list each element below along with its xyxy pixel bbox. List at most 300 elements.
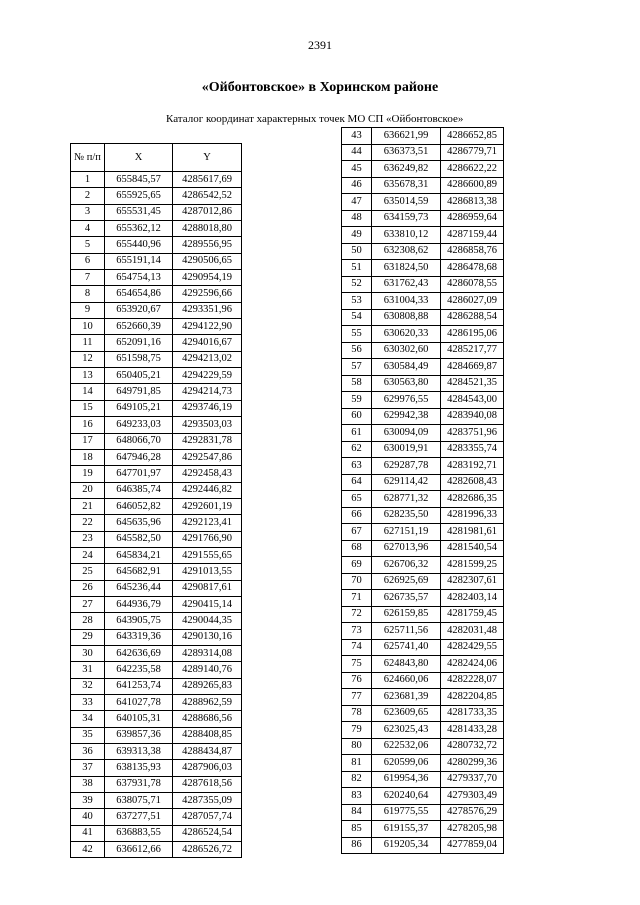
- table-row: [71, 564, 242, 580]
- table-row: [342, 342, 504, 359]
- x-coordinate-cell: 639313,38: [105, 744, 173, 760]
- y-coordinate-cell: 4287618,56: [173, 776, 242, 792]
- table-row: [71, 547, 242, 563]
- y-coordinate-cell: 4284669,87: [441, 359, 504, 376]
- x-coordinate-cell: 655362,12: [105, 221, 173, 237]
- x-coordinate-cell: 654754,13: [105, 270, 173, 286]
- y-coordinate-cell: 4282307,61: [441, 573, 504, 590]
- x-coordinate-cell: 637277,51: [105, 809, 173, 825]
- x-coordinate-cell: 625741,40: [372, 639, 441, 656]
- y-coordinate-cell: 4290044,35: [173, 613, 242, 629]
- y-coordinate-cell: 4286959,64: [441, 210, 504, 227]
- y-coordinate-cell: 4287906,03: [173, 760, 242, 776]
- table-row: [342, 161, 504, 178]
- table-row: [342, 309, 504, 326]
- point-number-cell: 69: [342, 557, 372, 574]
- table-row: [342, 243, 504, 260]
- x-coordinate-cell: 654654,86: [105, 286, 173, 302]
- table-row: [342, 507, 504, 524]
- point-number-cell: 41: [71, 825, 105, 841]
- y-coordinate-cell: 4289556,95: [173, 237, 242, 253]
- table-row: [342, 755, 504, 772]
- point-number-cell: 9: [71, 302, 105, 318]
- x-coordinate-cell: 636373,51: [372, 144, 441, 161]
- x-coordinate-cell: 630808,88: [372, 309, 441, 326]
- y-coordinate-cell: 4290817,61: [173, 580, 242, 596]
- point-number-cell: 63: [342, 458, 372, 475]
- y-coordinate-cell: 4286288,54: [441, 309, 504, 326]
- x-coordinate-cell: 633810,12: [372, 227, 441, 244]
- point-number-cell: 18: [71, 449, 105, 465]
- point-number-cell: 23: [71, 531, 105, 547]
- table-row: [342, 540, 504, 557]
- point-number-cell: 3: [71, 204, 105, 220]
- table-row: [342, 276, 504, 293]
- point-number-cell: 60: [342, 408, 372, 425]
- y-coordinate-cell: 4294229,59: [173, 368, 242, 384]
- x-coordinate-cell: 636612,66: [105, 842, 173, 858]
- point-number-cell: 67: [342, 524, 372, 541]
- y-coordinate-cell: 4282403,14: [441, 590, 504, 607]
- x-coordinate-cell: 626735,57: [372, 590, 441, 607]
- table-row: [71, 449, 242, 465]
- table-row: [342, 441, 504, 458]
- x-coordinate-cell: 636883,55: [105, 825, 173, 841]
- y-coordinate-cell: 4286542,52: [173, 188, 242, 204]
- y-coordinate-cell: 4292601,19: [173, 498, 242, 514]
- header-number: № п/п: [71, 144, 105, 172]
- x-coordinate-cell: 645682,91: [105, 564, 173, 580]
- table-row: [71, 417, 242, 433]
- point-number-cell: 79: [342, 722, 372, 739]
- x-coordinate-cell: 624660,06: [372, 672, 441, 689]
- x-coordinate-cell: 655531,45: [105, 204, 173, 220]
- y-coordinate-cell: 4289140,76: [173, 662, 242, 678]
- x-coordinate-cell: 630094,09: [372, 425, 441, 442]
- point-number-cell: 12: [71, 351, 105, 367]
- y-coordinate-cell: 4294016,67: [173, 335, 242, 351]
- x-coordinate-cell: 655845,57: [105, 172, 173, 188]
- table-row: [71, 629, 242, 645]
- x-coordinate-cell: 655191,14: [105, 253, 173, 269]
- x-coordinate-cell: 636249,82: [372, 161, 441, 178]
- y-coordinate-cell: 4278205,98: [441, 821, 504, 838]
- y-coordinate-cell: 4286858,76: [441, 243, 504, 260]
- y-coordinate-cell: 4286779,71: [441, 144, 504, 161]
- point-number-cell: 44: [342, 144, 372, 161]
- table-row: [342, 689, 504, 706]
- point-number-cell: 71: [342, 590, 372, 607]
- table-row: [342, 788, 504, 805]
- x-coordinate-cell: 649791,85: [105, 384, 173, 400]
- table-row: [342, 392, 504, 409]
- x-coordinate-cell: 619155,37: [372, 821, 441, 838]
- y-coordinate-cell: 4286524,54: [173, 825, 242, 841]
- point-number-cell: 6: [71, 253, 105, 269]
- table-row: [71, 270, 242, 286]
- point-number-cell: 47: [342, 194, 372, 211]
- y-coordinate-cell: 4285217,77: [441, 342, 504, 359]
- table-row: [71, 645, 242, 661]
- point-number-cell: 15: [71, 400, 105, 416]
- x-coordinate-cell: 651598,75: [105, 351, 173, 367]
- y-coordinate-cell: 4288018,80: [173, 221, 242, 237]
- point-number-cell: 42: [71, 842, 105, 858]
- table-row: [71, 204, 242, 220]
- point-number-cell: 32: [71, 678, 105, 694]
- table-row: [342, 194, 504, 211]
- point-number-cell: 70: [342, 573, 372, 590]
- x-coordinate-cell: 649105,21: [105, 400, 173, 416]
- point-number-cell: 21: [71, 498, 105, 514]
- x-coordinate-cell: 623681,39: [372, 689, 441, 706]
- point-number-cell: 80: [342, 738, 372, 755]
- point-number-cell: 30: [71, 645, 105, 661]
- x-coordinate-cell: 622532,06: [372, 738, 441, 755]
- header-x: X: [105, 144, 173, 172]
- x-coordinate-cell: 653920,67: [105, 302, 173, 318]
- y-coordinate-cell: 4281433,28: [441, 722, 504, 739]
- x-coordinate-cell: 620599,06: [372, 755, 441, 772]
- table-row: [342, 210, 504, 227]
- y-coordinate-cell: 4293503,03: [173, 417, 242, 433]
- table-row: [71, 335, 242, 351]
- x-coordinate-cell: 647946,28: [105, 449, 173, 465]
- point-number-cell: 55: [342, 326, 372, 343]
- y-coordinate-cell: 4279303,49: [441, 788, 504, 805]
- x-coordinate-cell: 630563,80: [372, 375, 441, 392]
- y-coordinate-cell: 4283192,71: [441, 458, 504, 475]
- table-row: [71, 433, 242, 449]
- point-number-cell: 17: [71, 433, 105, 449]
- table-row: [342, 375, 504, 392]
- x-coordinate-cell: 630302,60: [372, 342, 441, 359]
- point-number-cell: 10: [71, 319, 105, 335]
- point-number-cell: 36: [71, 744, 105, 760]
- x-coordinate-cell: 629976,55: [372, 392, 441, 409]
- y-coordinate-cell: 4279337,70: [441, 771, 504, 788]
- x-coordinate-cell: 652091,16: [105, 335, 173, 351]
- table-row: [342, 458, 504, 475]
- y-coordinate-cell: 4289314,08: [173, 645, 242, 661]
- table-row: [71, 253, 242, 269]
- y-coordinate-cell: 4282228,07: [441, 672, 504, 689]
- table-row: [342, 491, 504, 508]
- x-coordinate-cell: 631004,33: [372, 293, 441, 310]
- x-coordinate-cell: 638135,93: [105, 760, 173, 776]
- point-number-cell: 72: [342, 606, 372, 623]
- point-number-cell: 81: [342, 755, 372, 772]
- y-coordinate-cell: 4286195,06: [441, 326, 504, 343]
- y-coordinate-cell: 4283355,74: [441, 441, 504, 458]
- table-row: [342, 639, 504, 656]
- table-row: [342, 557, 504, 574]
- table-row: [342, 177, 504, 194]
- x-coordinate-cell: 645236,44: [105, 580, 173, 596]
- y-coordinate-cell: 4282204,85: [441, 689, 504, 706]
- point-number-cell: 78: [342, 705, 372, 722]
- table-row: [342, 722, 504, 739]
- point-number-cell: 11: [71, 335, 105, 351]
- point-number-cell: 65: [342, 491, 372, 508]
- point-number-cell: 40: [71, 809, 105, 825]
- y-coordinate-cell: 4291013,55: [173, 564, 242, 580]
- y-coordinate-cell: 4282686,35: [441, 491, 504, 508]
- x-coordinate-cell: 627013,96: [372, 540, 441, 557]
- table-row: [71, 809, 242, 825]
- x-coordinate-cell: 648066,70: [105, 433, 173, 449]
- point-number-cell: 28: [71, 613, 105, 629]
- y-coordinate-cell: 4286526,72: [173, 842, 242, 858]
- x-coordinate-cell: 646052,82: [105, 498, 173, 514]
- table-row: [71, 596, 242, 612]
- x-coordinate-cell: 626925,69: [372, 573, 441, 590]
- table-row: [71, 302, 242, 318]
- point-number-cell: 54: [342, 309, 372, 326]
- y-coordinate-cell: 4280299,36: [441, 755, 504, 772]
- point-number-cell: 75: [342, 656, 372, 673]
- y-coordinate-cell: 4290415,14: [173, 596, 242, 612]
- x-coordinate-cell: 630019,91: [372, 441, 441, 458]
- table-row: [342, 623, 504, 640]
- point-number-cell: 7: [71, 270, 105, 286]
- table-row: [342, 260, 504, 277]
- table-row: [342, 606, 504, 623]
- table-row: [71, 482, 242, 498]
- x-coordinate-cell: 629287,78: [372, 458, 441, 475]
- x-coordinate-cell: 645635,96: [105, 515, 173, 531]
- y-coordinate-cell: 4283940,08: [441, 408, 504, 425]
- y-coordinate-cell: 4287159,44: [441, 227, 504, 244]
- y-coordinate-cell: 4281759,45: [441, 606, 504, 623]
- x-coordinate-cell: 634159,73: [372, 210, 441, 227]
- point-number-cell: 22: [71, 515, 105, 531]
- point-number-cell: 25: [71, 564, 105, 580]
- x-coordinate-cell: 641027,78: [105, 695, 173, 711]
- point-number-cell: 35: [71, 727, 105, 743]
- x-coordinate-cell: 626159,85: [372, 606, 441, 623]
- x-coordinate-cell: 647701,97: [105, 466, 173, 482]
- point-number-cell: 51: [342, 260, 372, 277]
- table-row: [342, 293, 504, 310]
- point-number-cell: 68: [342, 540, 372, 557]
- point-number-cell: 77: [342, 689, 372, 706]
- table-row: [71, 515, 242, 531]
- table-row: [342, 656, 504, 673]
- y-coordinate-cell: 4278576,29: [441, 804, 504, 821]
- point-number-cell: 48: [342, 210, 372, 227]
- x-coordinate-cell: 643905,75: [105, 613, 173, 629]
- y-coordinate-cell: 4280732,72: [441, 738, 504, 755]
- y-coordinate-cell: 4291766,90: [173, 531, 242, 547]
- y-coordinate-cell: 4283751,96: [441, 425, 504, 442]
- point-number-cell: 43: [342, 128, 372, 145]
- y-coordinate-cell: 4281599,25: [441, 557, 504, 574]
- x-coordinate-cell: 649233,03: [105, 417, 173, 433]
- x-coordinate-cell: 644936,79: [105, 596, 173, 612]
- table-row: [71, 384, 242, 400]
- y-coordinate-cell: 4290506,65: [173, 253, 242, 269]
- y-coordinate-cell: 4286600,89: [441, 177, 504, 194]
- x-coordinate-cell: 637931,78: [105, 776, 173, 792]
- point-number-cell: 74: [342, 639, 372, 656]
- x-coordinate-cell: 630620,33: [372, 326, 441, 343]
- y-coordinate-cell: 4284521,35: [441, 375, 504, 392]
- table-row: [71, 286, 242, 302]
- table-row: [71, 711, 242, 727]
- point-number-cell: 27: [71, 596, 105, 612]
- table-row: [71, 172, 242, 188]
- table-row: [342, 144, 504, 161]
- point-number-cell: 84: [342, 804, 372, 821]
- x-coordinate-cell: 619775,55: [372, 804, 441, 821]
- x-coordinate-cell: 624843,80: [372, 656, 441, 673]
- table-row: [71, 662, 242, 678]
- coordinates-table-left: [70, 143, 242, 858]
- x-coordinate-cell: 631762,43: [372, 276, 441, 293]
- x-coordinate-cell: 620240,64: [372, 788, 441, 805]
- y-coordinate-cell: 4294213,02: [173, 351, 242, 367]
- point-number-cell: 73: [342, 623, 372, 640]
- x-coordinate-cell: 619954,36: [372, 771, 441, 788]
- catalog-caption: Каталог координат характерных точек МО СП «Ойбонтовское»: [166, 113, 464, 125]
- table-row: [342, 738, 504, 755]
- y-coordinate-cell: 4287057,74: [173, 809, 242, 825]
- y-coordinate-cell: 4282429,55: [441, 639, 504, 656]
- point-number-cell: 20: [71, 482, 105, 498]
- x-coordinate-cell: 646385,74: [105, 482, 173, 498]
- x-coordinate-cell: 628235,50: [372, 507, 441, 524]
- y-coordinate-cell: 4282031,48: [441, 623, 504, 640]
- point-number-cell: 38: [71, 776, 105, 792]
- y-coordinate-cell: 4290954,19: [173, 270, 242, 286]
- x-coordinate-cell: 629114,42: [372, 474, 441, 491]
- x-coordinate-cell: 639857,36: [105, 727, 173, 743]
- point-number-cell: 82: [342, 771, 372, 788]
- point-number-cell: 50: [342, 243, 372, 260]
- header-y: Y: [173, 144, 242, 172]
- y-coordinate-cell: 4294122,90: [173, 319, 242, 335]
- table-row: [342, 837, 504, 854]
- table-row: [342, 408, 504, 425]
- y-coordinate-cell: 4291555,65: [173, 547, 242, 563]
- x-coordinate-cell: 643319,36: [105, 629, 173, 645]
- x-coordinate-cell: 641253,74: [105, 678, 173, 694]
- x-coordinate-cell: 631824,50: [372, 260, 441, 277]
- table-row: [342, 128, 504, 145]
- y-coordinate-cell: 4286813,38: [441, 194, 504, 211]
- table-row: [342, 524, 504, 541]
- table-body-left: [71, 172, 242, 858]
- x-coordinate-cell: 625711,56: [372, 623, 441, 640]
- table-row: [342, 326, 504, 343]
- table-row: [342, 672, 504, 689]
- table-row: [342, 590, 504, 607]
- point-number-cell: 2: [71, 188, 105, 204]
- y-coordinate-cell: 4292458,43: [173, 466, 242, 482]
- point-number-cell: 76: [342, 672, 372, 689]
- point-number-cell: 1: [71, 172, 105, 188]
- point-number-cell: 45: [342, 161, 372, 178]
- point-number-cell: 64: [342, 474, 372, 491]
- x-coordinate-cell: 619205,34: [372, 837, 441, 854]
- point-number-cell: 83: [342, 788, 372, 805]
- table-row: [71, 466, 242, 482]
- y-coordinate-cell: 4281733,35: [441, 705, 504, 722]
- table-row: [71, 727, 242, 743]
- point-number-cell: 66: [342, 507, 372, 524]
- x-coordinate-cell: 623609,65: [372, 705, 441, 722]
- y-coordinate-cell: 4289265,83: [173, 678, 242, 694]
- point-number-cell: 46: [342, 177, 372, 194]
- point-number-cell: 49: [342, 227, 372, 244]
- y-coordinate-cell: 4286027,09: [441, 293, 504, 310]
- y-coordinate-cell: 4281996,33: [441, 507, 504, 524]
- point-number-cell: 59: [342, 392, 372, 409]
- table-row: [71, 237, 242, 253]
- y-coordinate-cell: 4285617,69: [173, 172, 242, 188]
- x-coordinate-cell: 630584,49: [372, 359, 441, 376]
- x-coordinate-cell: 645834,21: [105, 547, 173, 563]
- y-coordinate-cell: 4288434,87: [173, 744, 242, 760]
- x-coordinate-cell: 640105,31: [105, 711, 173, 727]
- point-number-cell: 52: [342, 276, 372, 293]
- table-row: [71, 793, 242, 809]
- x-coordinate-cell: 629942,38: [372, 408, 441, 425]
- point-number-cell: 31: [71, 662, 105, 678]
- point-number-cell: 4: [71, 221, 105, 237]
- y-coordinate-cell: 4292123,41: [173, 515, 242, 531]
- x-coordinate-cell: 626706,32: [372, 557, 441, 574]
- x-coordinate-cell: 650405,21: [105, 368, 173, 384]
- y-coordinate-cell: 4293746,19: [173, 400, 242, 416]
- y-coordinate-cell: 4281540,54: [441, 540, 504, 557]
- table-row: [71, 613, 242, 629]
- table-row: [71, 744, 242, 760]
- table-row: [342, 359, 504, 376]
- point-number-cell: 16: [71, 417, 105, 433]
- x-coordinate-cell: 632308,62: [372, 243, 441, 260]
- y-coordinate-cell: 4292446,82: [173, 482, 242, 498]
- point-number-cell: 33: [71, 695, 105, 711]
- table-row: [71, 760, 242, 776]
- y-coordinate-cell: 4281981,61: [441, 524, 504, 541]
- x-coordinate-cell: 642636,69: [105, 645, 173, 661]
- table-row: [71, 221, 242, 237]
- point-number-cell: 8: [71, 286, 105, 302]
- x-coordinate-cell: 655925,65: [105, 188, 173, 204]
- point-number-cell: 39: [71, 793, 105, 809]
- table-header-row: [71, 144, 242, 172]
- point-number-cell: 56: [342, 342, 372, 359]
- y-coordinate-cell: 4292547,86: [173, 449, 242, 465]
- y-coordinate-cell: 4292596,66: [173, 286, 242, 302]
- point-number-cell: 53: [342, 293, 372, 310]
- table-row: [342, 474, 504, 491]
- table-row: [342, 227, 504, 244]
- table-row: [71, 695, 242, 711]
- point-number-cell: 13: [71, 368, 105, 384]
- table-row: [71, 825, 242, 841]
- point-number-cell: 24: [71, 547, 105, 563]
- table-row: [71, 400, 242, 416]
- y-coordinate-cell: 4284543,00: [441, 392, 504, 409]
- table-row: [71, 842, 242, 858]
- point-number-cell: 57: [342, 359, 372, 376]
- table-row: [342, 804, 504, 821]
- point-number-cell: 37: [71, 760, 105, 776]
- point-number-cell: 14: [71, 384, 105, 400]
